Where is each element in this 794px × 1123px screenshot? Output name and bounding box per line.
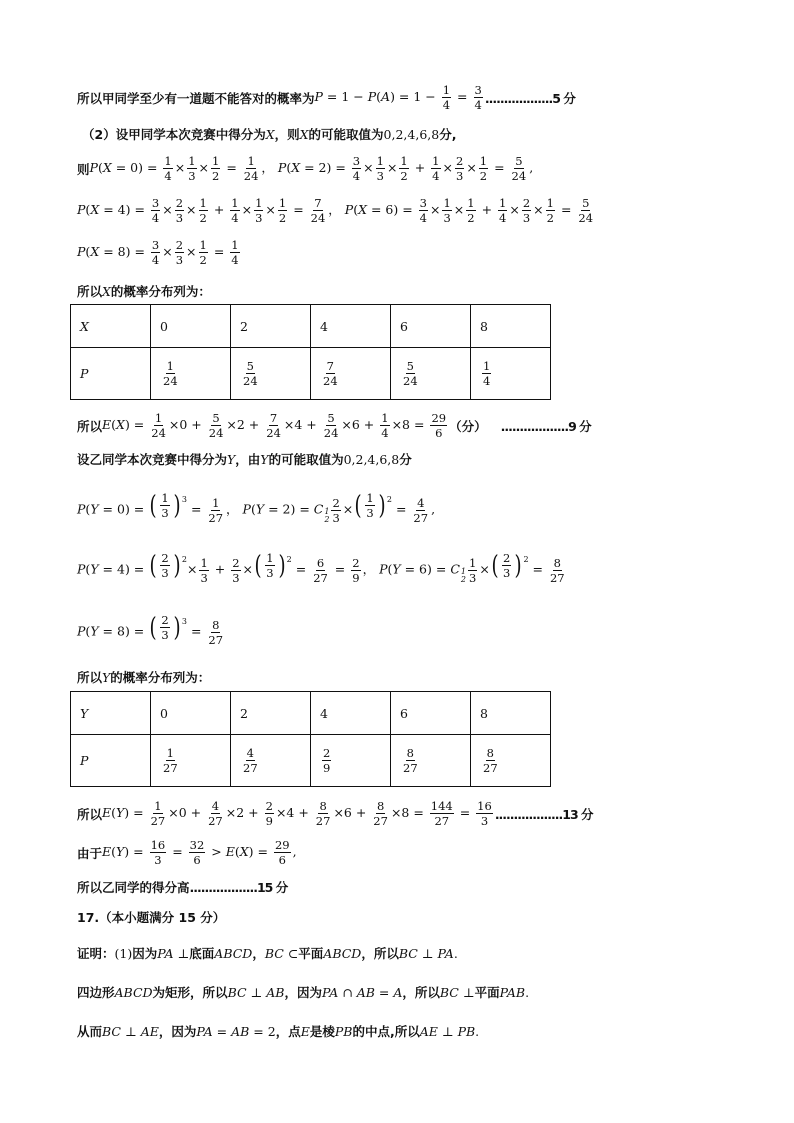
table-cell: $\frac{1}{24}$ [151, 348, 231, 400]
table-cell: 2 [231, 692, 311, 735]
formula-py8: P(Y = 8) = ( $\frac{2}{3}$ ) 3 = $\frac{8}{27}$ [77, 612, 224, 647]
table-cell: $\frac{8}{27}$ [471, 735, 551, 787]
score-15: ..................15 分 [189, 880, 288, 895]
values-list: 0,2,4,6,8 [383, 126, 440, 142]
formula-ex: E(X) = $\frac{1}{24}$ ×0 + $\frac{5}{24}$ ×2 + $\frac{7}{24}$ ×4 + $\frac{5}{24}$ ×6 + $\frac{1}{4}$ ×8 = $\frac{29}{6}$ [102, 411, 447, 441]
table-cell: 2 [231, 305, 311, 348]
table-cell: 6 [391, 305, 471, 348]
line-py8 [77, 614, 226, 646]
text-at-least-one: 所以甲同学至少有一道题不能答对的概率为 [77, 90, 315, 106]
table-cell: $\frac{1}{27}$ [151, 735, 231, 787]
table-cell: 6 [391, 692, 471, 735]
formula-px0: P(X = 0) = $\frac{1}{4}$ × $\frac{1}{3}$ × $\frac{1}{2}$ = $\frac{1}{24}$ ， [89, 154, 278, 184]
table-cell: $\frac{5}{24}$ [391, 348, 471, 400]
table-cell: X [71, 305, 151, 348]
proof-line-2: 四边形 ABCD 为矩形，所以 BC ⊥ AB ，因为 PA ∩ AB = A ，所以 BC ⊥ 平面 PAB. [77, 984, 530, 1000]
table-cell: P [71, 348, 151, 400]
table-cell: 0 [151, 692, 231, 735]
text-part2: （2）设甲同学本次竞赛中得分为 [82, 127, 266, 142]
formula-px6: P(X = 6) = $\frac{3}{4}$ × $\frac{1}{3}$ × $\frac{1}{2}$ + $\frac{1}{4}$ × $\frac{2}{3}$ × $\frac{1}{2}$ = $\frac{5}{24}$ [344, 196, 594, 226]
line-ey: 所以 E(Y) = $\frac{1}{27}$ ×0 + $\frac{4}{27}$ ×2 + $\frac{2}{9}$ ×4 + $\frac{8}{27}$ ×6 + $\frac{8}{27}$ ×8 = $\frac{144}{27}$ = $\frac{16}{3}$ ..................13 分 [77, 799, 593, 829]
proof-line-3: 从而 BC ⊥ AE ，因为 PA = AB = 2 ，点 E 是棱 PB 的中点,所以 AE ⊥ PB. [77, 1023, 480, 1039]
table-cell: 8 [471, 692, 551, 735]
formula-p-complement: P = 1 − P(A) = 1 − $\frac{1}{4}$ = $\frac{3}{4}$ [314, 83, 482, 113]
formula-ey: E(Y) = $\frac{1}{27}$ ×0 + $\frac{4}{27}$ ×2 + $\frac{2}{9}$ ×4 + $\frac{8}{27}$ ×6 + $\frac{8}{27}$ ×8 = $\frac{144}{27}$ = $\frac{16}{3}$ [102, 799, 492, 829]
score-9: ..................9 分 [500, 418, 591, 434]
table-cell: $\frac{8}{27}$ [391, 735, 471, 787]
table-cell: $\frac{5}{24}$ [231, 348, 311, 400]
table-row [71, 305, 551, 348]
table-cell: Y [71, 692, 151, 735]
line-ex: 所以 E(X) = $\frac{1}{24}$ ×0 + $\frac{5}{24}$ ×2 + $\frac{7}{24}$ ×4 + $\frac{5}{24}$ ×6 + $\frac{1}{4}$ ×8 = $\frac{29}{6}$ （分） ..................9 分 [77, 411, 591, 441]
table-cell: 4 [311, 305, 391, 348]
line-conclusion: 所以乙同学的得分高 ..................15 分 [77, 880, 288, 895]
formula-py2: P(Y = 2) = C 1 2 $\frac{2}{3}$ × ( $\frac{1}{3}$ ) 2 = $\frac{4}{27}$ , [242, 490, 436, 525]
formula-py6: P(Y = 6) = C 1 2 $\frac{1}{3}$ × ( $\frac{2}{3}$ ) 2 = $\frac{8}{27}$ [379, 550, 565, 585]
line-y-dist-intro: 所以 Y 的概率分布列为： [77, 669, 211, 685]
distribution-table-x [70, 304, 551, 400]
table-cell: $\frac{1}{4}$ [471, 348, 551, 400]
line-compare: 由于 E(Y) = $\frac{16}{3}$ = $\frac{32}{6}$ > E(X) = $\frac{29}{6}$ , [77, 838, 297, 868]
distribution-table-y [70, 691, 551, 787]
table-row [71, 348, 551, 400]
line-y-intro: 设乙同学本次竞赛中得分为 Y ，由 Y 的可能取值为 0,2,4,6,8 分 [77, 451, 412, 467]
formula-px4: P(X = 4) = $\frac{3}{4}$ × $\frac{2}{3}$ × $\frac{1}{2}$ + $\frac{1}{4}$ × $\frac{1}{3}$ × $\frac{1}{2}$ = $\frac{7}{24}$ ， [77, 196, 345, 226]
line-x-dist-intro: 所以 X 的概率分布列为： [77, 283, 211, 299]
table-cell: $\frac{7}{24}$ [311, 348, 391, 400]
formula-px8: P(X = 8) = $\frac{3}{4}$ × $\frac{2}{3}$ × $\frac{1}{2}$ = $\frac{1}{4}$ [77, 238, 239, 268]
table-cell: 8 [471, 305, 551, 348]
line-py4-py6 [77, 552, 568, 584]
table-row [71, 735, 551, 787]
formula-compare: E(Y) = $\frac{16}{3}$ = $\frac{32}{6}$ > E(X) = $\frac{29}{6}$ , [102, 838, 297, 868]
table-row [71, 692, 551, 735]
line-px8 [77, 239, 242, 266]
line-prob-at-least-one-wrong [77, 84, 575, 111]
formula-py4: P(Y = 4) = ( $\frac{2}{3}$ ) 2 × $\frac{1}{3}$ + $\frac{2}{3}$ × ( $\frac{1}{3}$ ) 2 = $\frac{6}{27}$ = $\frac{2}{9}$ ， [77, 550, 380, 585]
table-cell: 4 [311, 692, 391, 735]
table-cell: $\frac{2}{9}$ [311, 735, 391, 787]
line-px0-px2: 则 P(X = 0) = $\frac{1}{4}$ × $\frac{1}{3}$ × $\frac{1}{2}$ = $\frac{1}{24}$ ， P(X = 2) = $\frac{3}{4}$ × $\frac{1}{3}$ × $\frac{1}{2}$ + $\frac{1}{4}$ × $\frac{2}{3}$ × $\frac{1}{2}$ = $\frac{5}{24}$ , [77, 154, 534, 184]
score-5: ..................5 分 [484, 90, 575, 106]
line-part2-intro: （2）设甲同学本次竞赛中得分为 X ，则 X 的可能取值为 0,2,4,6,8 分, [82, 126, 457, 142]
table-cell: 0 [151, 305, 231, 348]
proof-line-1: 证明： (1) 因为 PA ⊥ 底面 ABCD ， BC ⊂ 平面 ABCD ，所以 BC ⊥ PA. [77, 945, 458, 961]
line-px4-px6 [77, 197, 596, 224]
table-cell: $\frac{4}{27}$ [231, 735, 311, 787]
line-py0-py2 [77, 492, 435, 524]
question-17-heading: 17.（本小题满分 15 分） [77, 910, 226, 925]
formula-px2: P(X = 2) = $\frac{3}{4}$ × $\frac{1}{3}$ × $\frac{1}{2}$ + $\frac{1}{4}$ × $\frac{2}{3}$ × $\frac{1}{2}$ = $\frac{5}{24}$ , [277, 154, 534, 184]
table-cell: P [71, 735, 151, 787]
formula-py0: P(Y = 0) = ( $\frac{1}{3}$ ) 3 = $\frac{1}{27}$ ， [77, 490, 243, 525]
score-13: ..................13 分 [494, 806, 593, 822]
